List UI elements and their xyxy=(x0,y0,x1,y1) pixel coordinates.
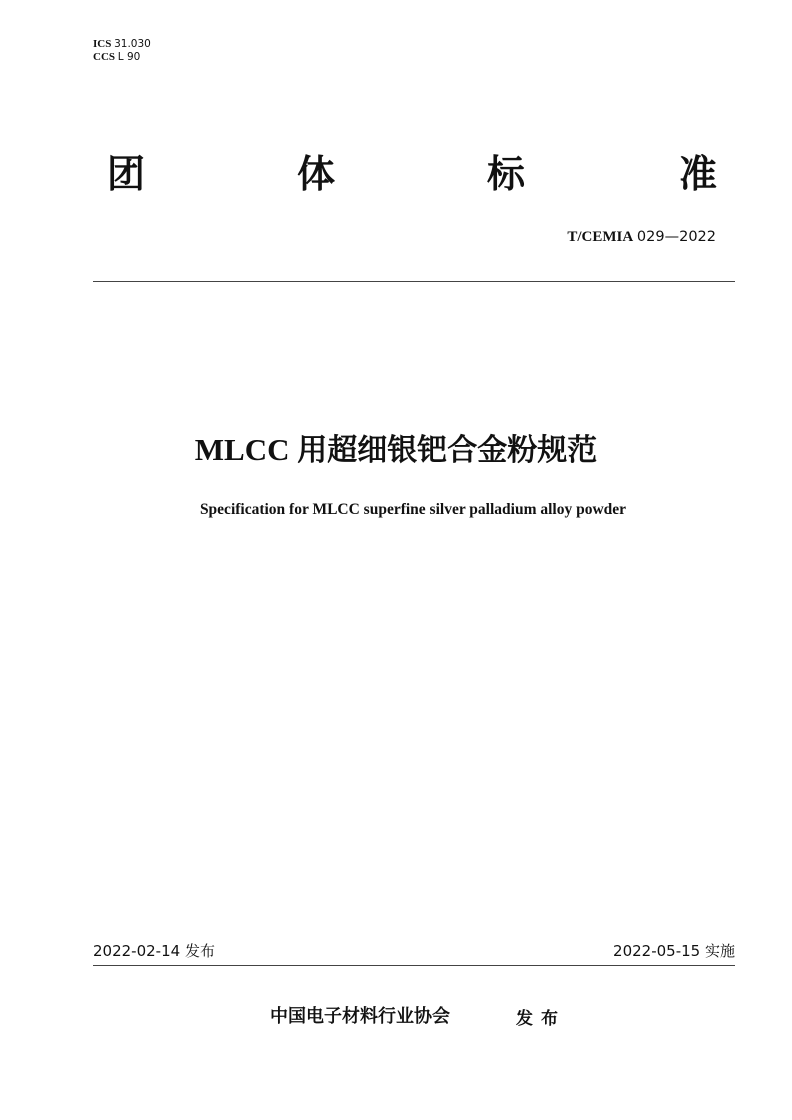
english-title: Specification for MLCC superfine silver palladium alloy powder xyxy=(199,501,627,518)
publisher-name: 中国电子材料行业协会 xyxy=(270,1006,450,1027)
publish-date: 2022-02-14 发布 xyxy=(93,942,215,960)
ics-value: 31.030 xyxy=(114,38,151,50)
bottom-divider xyxy=(93,965,735,966)
chinese-title xyxy=(0,430,792,471)
ccs-label: CCS xyxy=(93,51,116,63)
ccs-value: L 90 xyxy=(117,51,141,63)
standard-type-char-3: 标 xyxy=(487,152,526,196)
chinese-title-latin: MLCC xyxy=(194,432,290,467)
standard-type-char-2: 体 xyxy=(297,152,336,196)
ics-label: ICS xyxy=(93,38,112,50)
standard-number xyxy=(567,228,716,246)
publish-label: 发布 xyxy=(516,1009,566,1029)
standard-type-char-4: 准 xyxy=(679,152,718,196)
implementation-date: 2022-05-15 实施 xyxy=(613,942,735,960)
chinese-title-text: 用超细银钯合金粉规范 xyxy=(297,433,598,468)
top-divider xyxy=(93,281,735,282)
ccs-code xyxy=(93,51,151,64)
standard-number-prefix: T/CEMIA xyxy=(567,229,634,245)
standard-type-heading xyxy=(107,150,727,200)
ics-code xyxy=(93,38,151,51)
classification-codes xyxy=(93,38,151,64)
standard-number-value: 029—2022 xyxy=(636,229,716,245)
standard-type-char-1: 团 xyxy=(107,152,146,196)
